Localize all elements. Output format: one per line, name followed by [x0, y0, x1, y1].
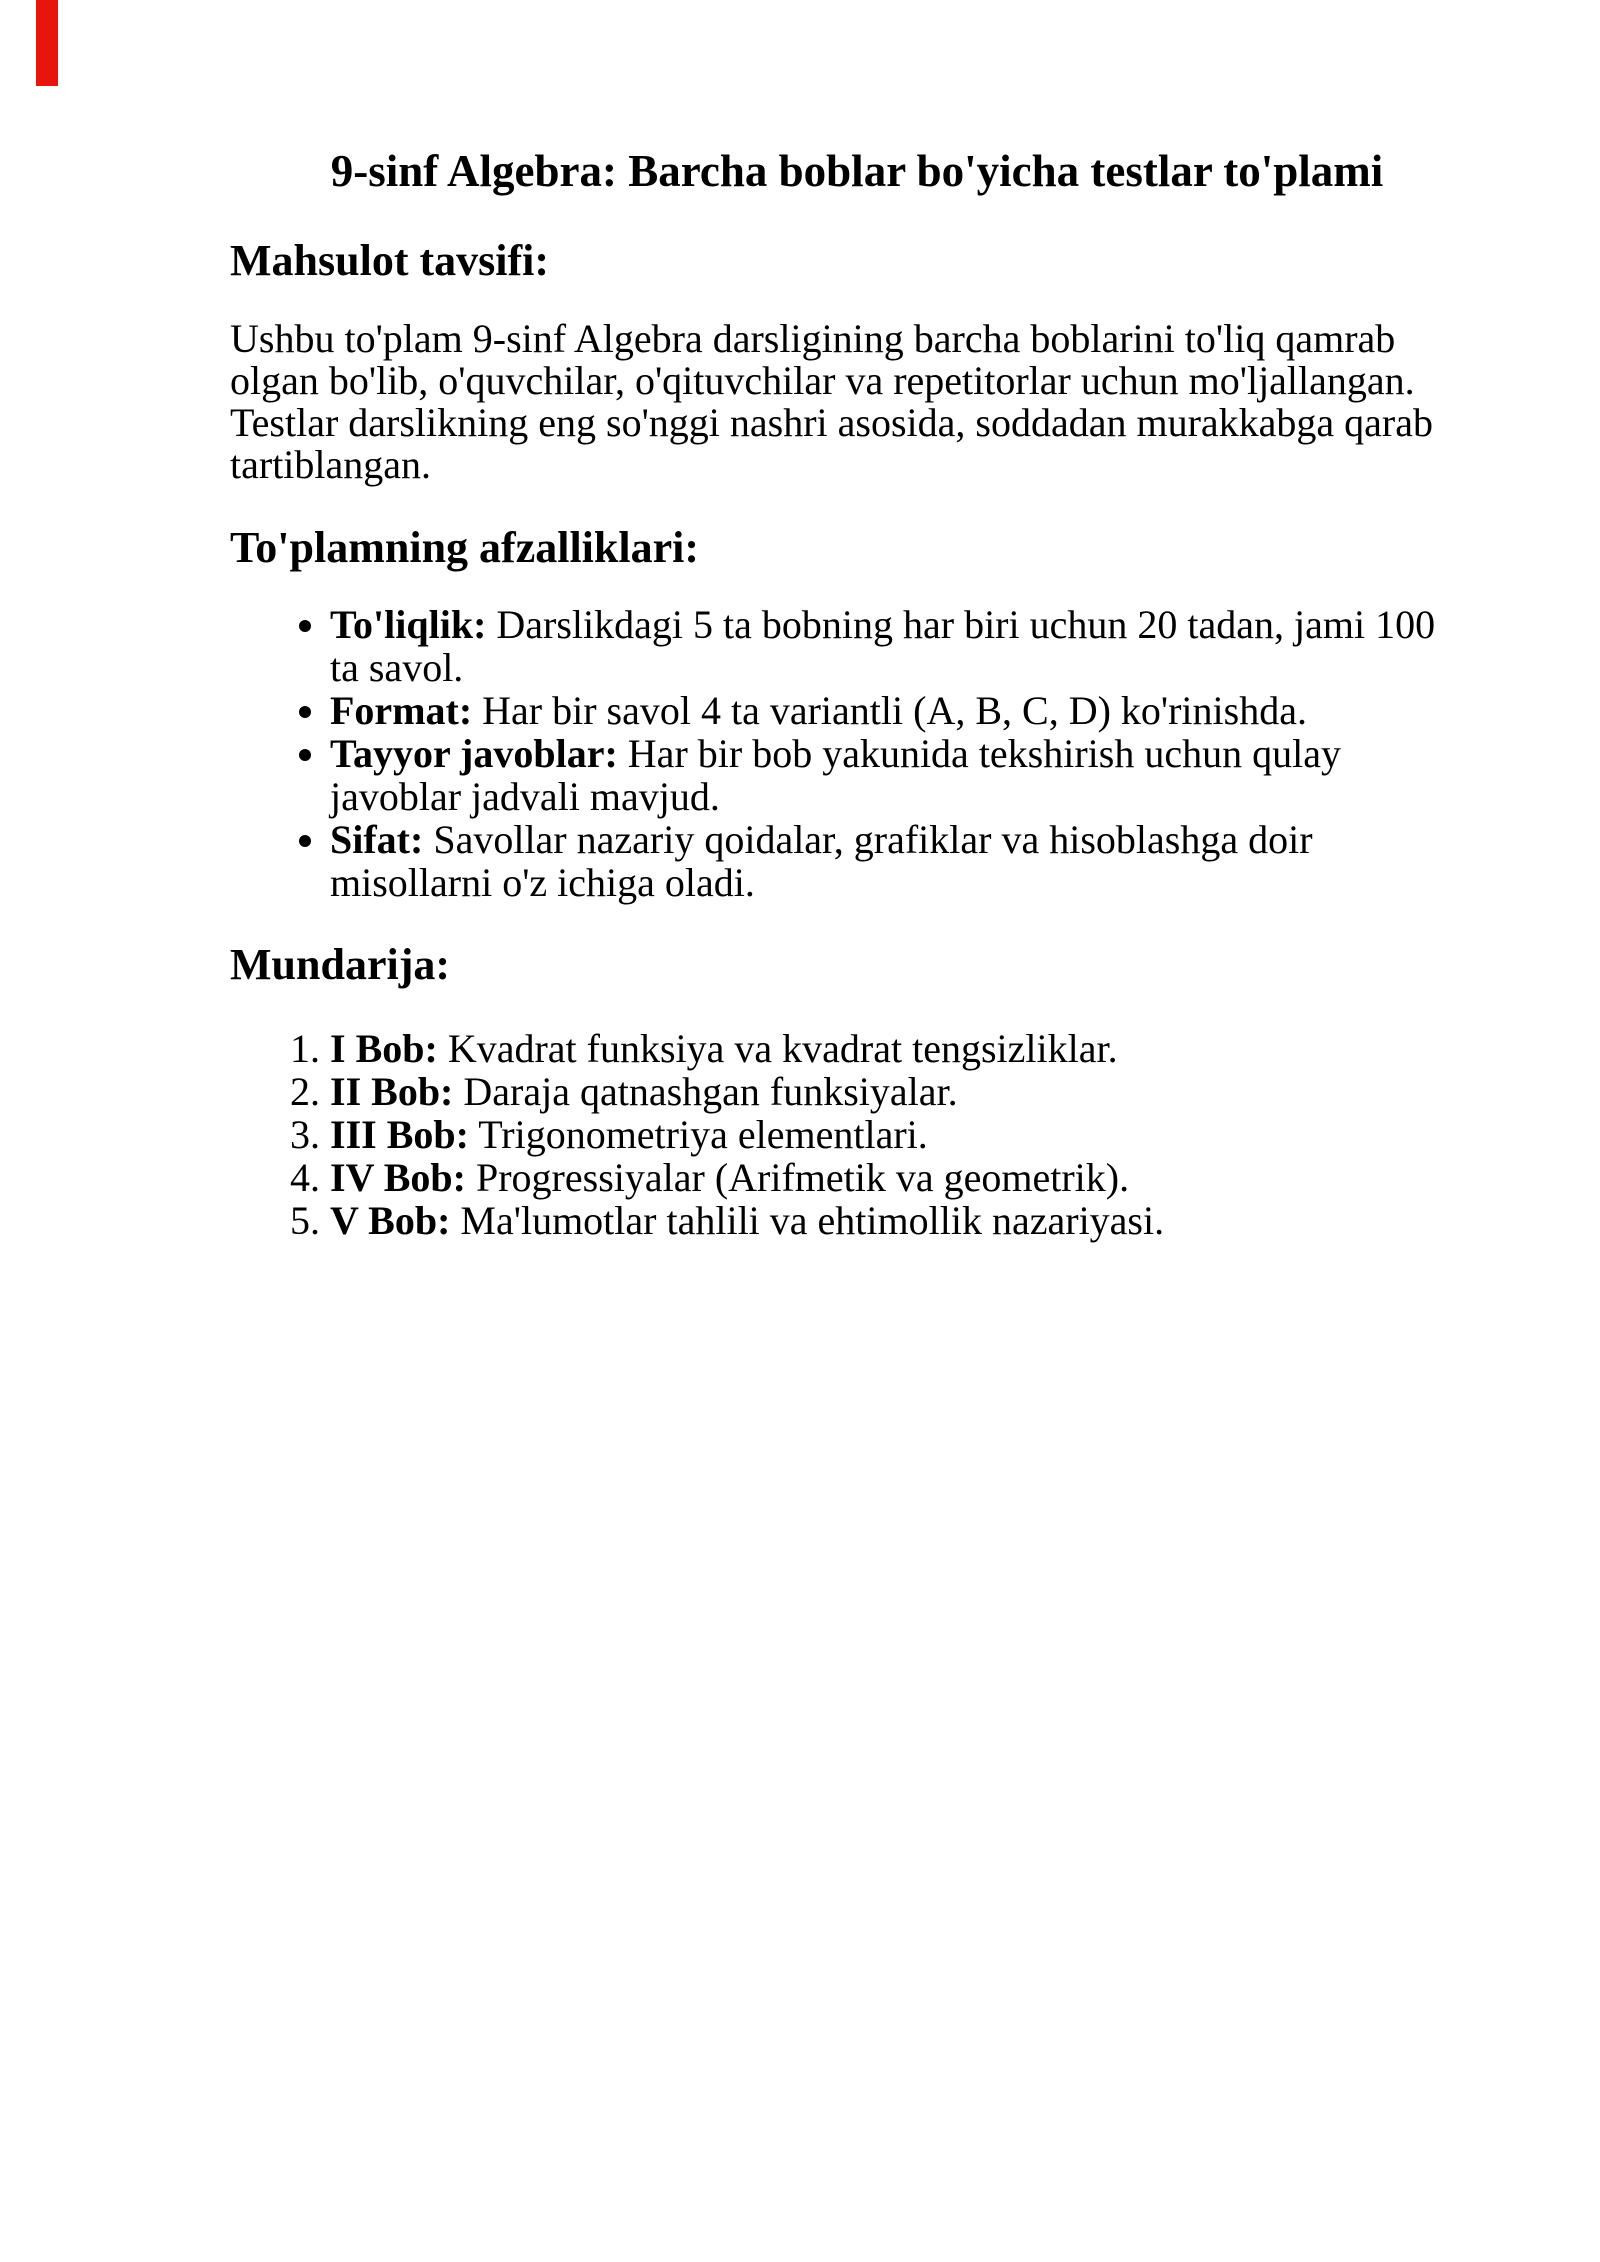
list-item	[330, 818, 1454, 904]
contents-list	[230, 1027, 1454, 1242]
chapter-label: III Bob:	[330, 1112, 469, 1157]
contents-heading: Mundarija:	[230, 940, 450, 989]
list-item	[330, 603, 1454, 689]
chapter-text: Ma'lumotlar tahlili va ehtimollik nazariyasi.	[450, 1198, 1165, 1243]
benefit-text: Savollar nazariy qoidalar, grafiklar va hisoblashga doir misollarni o'z ichiga oladi.	[330, 817, 1313, 905]
chapter-text: Daraja qatnashgan funksiyalar.	[453, 1069, 958, 1114]
page-edge-marker	[36, 0, 58, 86]
chapter-label: IV Bob:	[330, 1155, 466, 1200]
list-item	[330, 1027, 1454, 1070]
benefit-text: Har bir bob yakunida tekshirish uchun qulay javoblar jadvali mavjud.	[330, 731, 1341, 819]
chapter-text: Trigonometriya elementlari.	[468, 1112, 928, 1157]
benefit-label: Tayyor javoblar:	[330, 731, 618, 776]
chapter-text: Progressiyalar (Arifmetik va geometrik).	[465, 1155, 1130, 1200]
list-item	[330, 1199, 1454, 1242]
chapter-label: II Bob:	[330, 1069, 454, 1114]
chapter-text: Kvadrat funksiya va kvadrat tengsizliklar.	[437, 1026, 1118, 1071]
benefits-heading: To'plamning afzalliklari:	[230, 523, 700, 572]
benefit-label: To'liqlik:	[330, 602, 487, 647]
document-content	[230, 0, 1454, 1242]
list-item	[330, 1070, 1454, 1113]
benefit-text: Har bir savol 4 ta variantli (A, B, C, D) ko'rinishda.	[472, 688, 1307, 733]
description-heading: Mahsulot tavsifi:	[230, 236, 549, 285]
list-item	[330, 689, 1454, 732]
benefits-list	[230, 603, 1454, 904]
description-paragraph: Ushbu to'plam 9-sinf Algebra darsligining barcha boblarini to'liq qamrab olgan bo'lib, o'quvchilar, o'qituvchilar va repetitorlar uchun mo'ljallangan. Testlar darslikning eng so'nggi nashri asosida, soddadan murakkabga qarab tartiblangan.	[230, 316, 1433, 487]
chapter-label: I Bob:	[330, 1026, 438, 1071]
list-item	[330, 1113, 1454, 1156]
list-item	[330, 1156, 1454, 1199]
chapter-label: V Bob:	[330, 1198, 451, 1243]
page-title: 9-sinf Algebra: Barcha boblar bo'yicha testlar to'plami	[330, 146, 1384, 196]
list-item	[330, 732, 1454, 818]
benefit-label: Sifat:	[330, 817, 424, 862]
benefit-text: Darslikdagi 5 ta bobning har biri uchun 20 tadan, jami 100 ta savol.	[330, 602, 1436, 690]
benefit-label: Format:	[330, 688, 473, 733]
